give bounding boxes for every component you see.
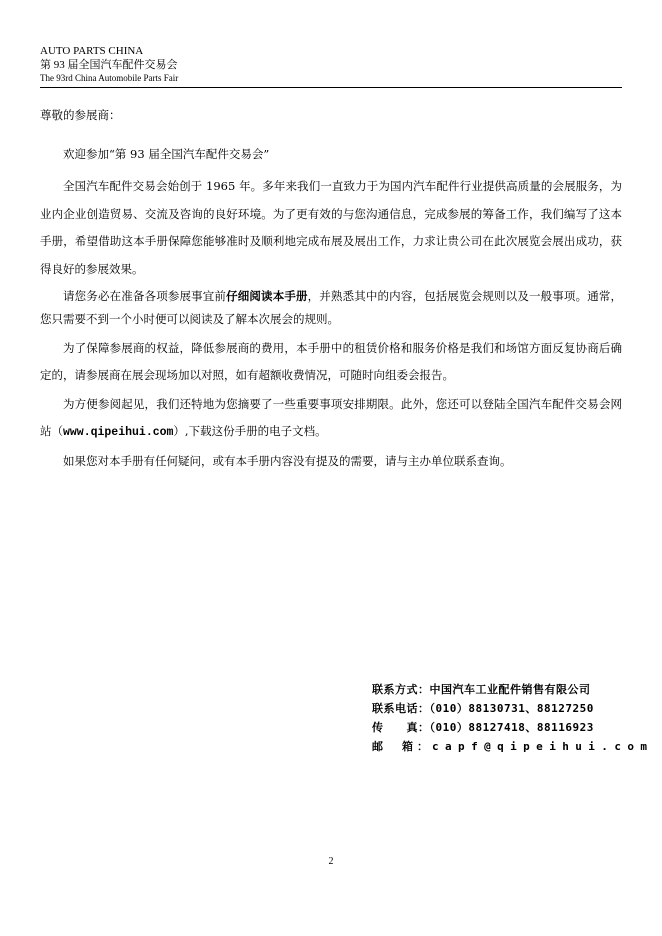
- document-header: [40, 44, 622, 84]
- header-title-cn: 第 93 届全国汽车配件交易会: [40, 59, 178, 71]
- contact-phone-row: [372, 699, 624, 718]
- paragraph-read-manual-before: 请您务必在准备各项参展事宜前: [63, 289, 227, 303]
- contact-method-label: 联系方式：: [372, 683, 430, 696]
- header-divider: [40, 87, 622, 88]
- paragraph-inquiry: 如果您对本手册有任何疑问，或有本手册内容没有提及的需要，请与主办单位联系查询。: [63, 454, 512, 468]
- page-number: 2: [328, 856, 334, 867]
- paragraph-history: 全国汽车配件交易会始创于 1965 年。多年来我们一直致力于为国内汽车配件行业提供高质量的会展服务，为业内企业创造贸易、交流及咨询的良好环境。为了更有效的与您沟通信息，完成参展的筹备工作，我们编写了这本手册，希望借助这本手册保障您能够准时及顺利地完成布展及展出工作，力求让贵公司在此次展览会展出成功，获得良好的参展效果。: [40, 179, 622, 276]
- contact-method-value: 中国汽车工业配件销售有限公司: [429, 683, 591, 696]
- salutation: 尊敬的参展商：: [40, 108, 121, 122]
- contact-method-row: [372, 680, 624, 699]
- contact-phone-value: （010）88130731、88127250: [429, 702, 594, 715]
- contact-phone-label: 联系电话：: [372, 702, 430, 715]
- paragraph-read-manual-after: ，并熟悉其中的内容，包括展览会规则以及一般事项。通常，您只需要不到一个小时便可以阅读及了解本次展会的规则。: [40, 289, 623, 326]
- contact-block: [372, 680, 654, 756]
- paragraph-website-before: 为方便参阅起见，我们还特地为您摘要了一些重要事项安排期限。此外，您还可以登陆全国汽车配件交易会网站（: [40, 397, 622, 438]
- contact-email-label: 邮 箱：: [372, 740, 432, 753]
- website-link[interactable]: www.qipeihui.com: [63, 426, 174, 439]
- paragraph-website-after: ）,下载这份手册的电子文档。: [173, 424, 327, 438]
- contact-email-value[interactable]: capf@qipeihui.com: [432, 740, 654, 753]
- paragraph-website: [40, 391, 622, 446]
- paragraph-read-manual-emphasis: 仔细阅读本手册: [226, 289, 308, 303]
- paragraph-welcome: 欢迎参加“第 93 届全国汽车配件交易会”: [63, 147, 270, 161]
- paragraph-read-manual: [40, 285, 622, 331]
- header-title-en: AUTO PARTS CHINA: [40, 45, 144, 57]
- paragraph-pricing: 为了保障参展商的权益，降低参展商的费用，本手册中的租赁价格和服务价格是我们和场馆方面反复协商后确定的，请参展商在展会现场加以对照，如有超额收费情况，可随时向组委会报告。: [40, 341, 622, 382]
- header-subtitle-en: The 93rd China Automobile Parts Fair: [40, 73, 179, 83]
- contact-fax-row: [372, 718, 624, 737]
- contact-email-row: [372, 737, 654, 756]
- contact-fax-label: 传 真：: [372, 721, 430, 734]
- contact-fax-value: （010）88127418、88116923: [429, 721, 594, 734]
- letter-body: [40, 102, 622, 475]
